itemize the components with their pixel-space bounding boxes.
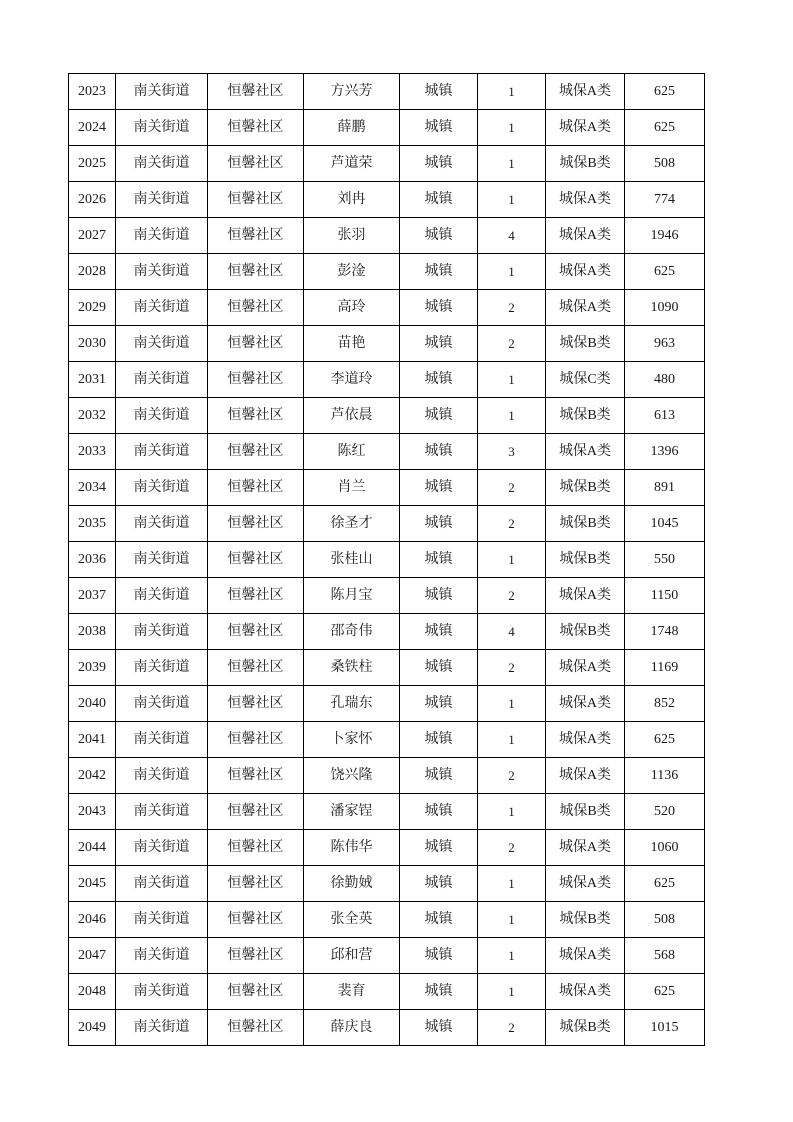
household-count-cell: 1: [478, 794, 546, 830]
record-number-cell: 2032: [69, 398, 116, 434]
table-row: [69, 722, 705, 758]
record-number-cell: 2023: [69, 74, 116, 110]
household-count-cell: 2: [478, 1010, 546, 1046]
community-cell: 恒馨社区: [208, 866, 304, 902]
person-name-cell: 薛庆良: [304, 1010, 400, 1046]
insurance-category-cell: 城保B类: [546, 470, 625, 506]
record-number-cell: 2028: [69, 254, 116, 290]
record-number-cell: 2035: [69, 506, 116, 542]
amount-cell: 625: [625, 866, 705, 902]
area-type-cell: 城镇: [400, 254, 478, 290]
amount-cell: 1150: [625, 578, 705, 614]
area-type-cell: 城镇: [400, 542, 478, 578]
insurance-category-cell: 城保A类: [546, 254, 625, 290]
person-name-cell: 邱和营: [304, 938, 400, 974]
household-count-cell: 1: [478, 362, 546, 398]
person-name-cell: 李道玲: [304, 362, 400, 398]
person-name-cell: 肖兰: [304, 470, 400, 506]
table-row: [69, 578, 705, 614]
street-cell: 南关街道: [116, 218, 208, 254]
area-type-cell: 城镇: [400, 146, 478, 182]
insurance-category-cell: 城保C类: [546, 362, 625, 398]
amount-cell: 1015: [625, 1010, 705, 1046]
street-cell: 南关街道: [116, 722, 208, 758]
table-row: [69, 686, 705, 722]
household-count-cell: 2: [478, 470, 546, 506]
area-type-cell: 城镇: [400, 722, 478, 758]
person-name-cell: 芦道荣: [304, 146, 400, 182]
insurance-category-cell: 城保B类: [546, 146, 625, 182]
amount-cell: 625: [625, 254, 705, 290]
record-number-cell: 2047: [69, 938, 116, 974]
insurance-category-cell: 城保A类: [546, 650, 625, 686]
person-name-cell: 饶兴隆: [304, 758, 400, 794]
area-type-cell: 城镇: [400, 686, 478, 722]
community-cell: 恒馨社区: [208, 470, 304, 506]
amount-cell: 508: [625, 146, 705, 182]
area-type-cell: 城镇: [400, 470, 478, 506]
insurance-category-cell: 城保A类: [546, 974, 625, 1010]
table-row: [69, 434, 705, 470]
amount-cell: 852: [625, 686, 705, 722]
person-name-cell: 高玲: [304, 290, 400, 326]
person-name-cell: 方兴芳: [304, 74, 400, 110]
table-row: [69, 758, 705, 794]
record-number-cell: 2045: [69, 866, 116, 902]
street-cell: 南关街道: [116, 542, 208, 578]
household-count-cell: 1: [478, 398, 546, 434]
community-cell: 恒馨社区: [208, 326, 304, 362]
community-cell: 恒馨社区: [208, 362, 304, 398]
area-type-cell: 城镇: [400, 974, 478, 1010]
community-cell: 恒馨社区: [208, 614, 304, 650]
area-type-cell: 城镇: [400, 398, 478, 434]
street-cell: 南关街道: [116, 830, 208, 866]
amount-cell: 1045: [625, 506, 705, 542]
amount-cell: 963: [625, 326, 705, 362]
table-row: [69, 110, 705, 146]
area-type-cell: 城镇: [400, 866, 478, 902]
street-cell: 南关街道: [116, 254, 208, 290]
area-type-cell: 城镇: [400, 506, 478, 542]
table-row: [69, 542, 705, 578]
record-number-cell: 2042: [69, 758, 116, 794]
area-type-cell: 城镇: [400, 650, 478, 686]
community-cell: 恒馨社区: [208, 542, 304, 578]
person-name-cell: 徐圣才: [304, 506, 400, 542]
roster-table-body: [69, 74, 705, 1046]
insurance-category-cell: 城保B类: [546, 542, 625, 578]
household-count-cell: 1: [478, 254, 546, 290]
street-cell: 南关街道: [116, 290, 208, 326]
insurance-category-cell: 城保B类: [546, 1010, 625, 1046]
record-number-cell: 2039: [69, 650, 116, 686]
area-type-cell: 城镇: [400, 614, 478, 650]
household-count-cell: 1: [478, 686, 546, 722]
street-cell: 南关街道: [116, 758, 208, 794]
record-number-cell: 2026: [69, 182, 116, 218]
record-number-cell: 2029: [69, 290, 116, 326]
household-count-cell: 1: [478, 146, 546, 182]
household-count-cell: 1: [478, 182, 546, 218]
street-cell: 南关街道: [116, 110, 208, 146]
record-number-cell: 2046: [69, 902, 116, 938]
insurance-category-cell: 城保A类: [546, 722, 625, 758]
amount-cell: 1090: [625, 290, 705, 326]
insurance-category-cell: 城保A类: [546, 110, 625, 146]
area-type-cell: 城镇: [400, 362, 478, 398]
person-name-cell: 邵奇伟: [304, 614, 400, 650]
area-type-cell: 城镇: [400, 938, 478, 974]
table-row: [69, 974, 705, 1010]
household-count-cell: 2: [478, 326, 546, 362]
household-count-cell: 3: [478, 434, 546, 470]
household-count-cell: 1: [478, 722, 546, 758]
area-type-cell: 城镇: [400, 1010, 478, 1046]
table-row: [69, 614, 705, 650]
street-cell: 南关街道: [116, 470, 208, 506]
street-cell: 南关街道: [116, 434, 208, 470]
record-number-cell: 2025: [69, 146, 116, 182]
community-cell: 恒馨社区: [208, 398, 304, 434]
household-count-cell: 2: [478, 290, 546, 326]
community-cell: 恒馨社区: [208, 758, 304, 794]
amount-cell: 1169: [625, 650, 705, 686]
street-cell: 南关街道: [116, 1010, 208, 1046]
community-cell: 恒馨社区: [208, 434, 304, 470]
person-name-cell: 潘家锃: [304, 794, 400, 830]
street-cell: 南关街道: [116, 686, 208, 722]
community-cell: 恒馨社区: [208, 830, 304, 866]
table-row: [69, 830, 705, 866]
record-number-cell: 2040: [69, 686, 116, 722]
household-count-cell: 1: [478, 110, 546, 146]
person-name-cell: 彭淦: [304, 254, 400, 290]
person-name-cell: 徐勤娀: [304, 866, 400, 902]
household-count-cell: 4: [478, 218, 546, 254]
record-number-cell: 2041: [69, 722, 116, 758]
household-count-cell: 1: [478, 974, 546, 1010]
record-number-cell: 2034: [69, 470, 116, 506]
street-cell: 南关街道: [116, 578, 208, 614]
community-cell: 恒馨社区: [208, 146, 304, 182]
area-type-cell: 城镇: [400, 218, 478, 254]
amount-cell: 480: [625, 362, 705, 398]
table-row: [69, 794, 705, 830]
household-count-cell: 4: [478, 614, 546, 650]
amount-cell: 550: [625, 542, 705, 578]
area-type-cell: 城镇: [400, 830, 478, 866]
community-cell: 恒馨社区: [208, 290, 304, 326]
amount-cell: 1946: [625, 218, 705, 254]
person-name-cell: 陈月宝: [304, 578, 400, 614]
record-number-cell: 2043: [69, 794, 116, 830]
insurance-category-cell: 城保A类: [546, 758, 625, 794]
person-name-cell: 刘冉: [304, 182, 400, 218]
area-type-cell: 城镇: [400, 758, 478, 794]
table-row: [69, 470, 705, 506]
amount-cell: 625: [625, 722, 705, 758]
street-cell: 南关街道: [116, 902, 208, 938]
community-cell: 恒馨社区: [208, 650, 304, 686]
insurance-category-cell: 城保A类: [546, 218, 625, 254]
insurance-category-cell: 城保A类: [546, 434, 625, 470]
person-name-cell: 苗艳: [304, 326, 400, 362]
insurance-category-cell: 城保A类: [546, 866, 625, 902]
insurance-category-cell: 城保A类: [546, 74, 625, 110]
table-row: [69, 866, 705, 902]
household-count-cell: 2: [478, 758, 546, 794]
person-name-cell: 芦依晨: [304, 398, 400, 434]
record-number-cell: 2038: [69, 614, 116, 650]
household-count-cell: 2: [478, 578, 546, 614]
insurance-category-cell: 城保A类: [546, 578, 625, 614]
person-name-cell: 陈红: [304, 434, 400, 470]
area-type-cell: 城镇: [400, 902, 478, 938]
table-row: [69, 362, 705, 398]
community-cell: 恒馨社区: [208, 722, 304, 758]
roster-table: [68, 73, 705, 1046]
street-cell: 南关街道: [116, 506, 208, 542]
person-name-cell: 张羽: [304, 218, 400, 254]
community-cell: 恒馨社区: [208, 74, 304, 110]
person-name-cell: 桑铁柱: [304, 650, 400, 686]
community-cell: 恒馨社区: [208, 254, 304, 290]
record-number-cell: 2031: [69, 362, 116, 398]
table-row: [69, 182, 705, 218]
person-name-cell: 陈伟华: [304, 830, 400, 866]
community-cell: 恒馨社区: [208, 794, 304, 830]
table-row: [69, 506, 705, 542]
amount-cell: 625: [625, 110, 705, 146]
community-cell: 恒馨社区: [208, 974, 304, 1010]
street-cell: 南关街道: [116, 866, 208, 902]
record-number-cell: 2048: [69, 974, 116, 1010]
insurance-category-cell: 城保B类: [546, 902, 625, 938]
record-number-cell: 2037: [69, 578, 116, 614]
table-row: [69, 938, 705, 974]
table-row: [69, 1010, 705, 1046]
community-cell: 恒馨社区: [208, 506, 304, 542]
street-cell: 南关街道: [116, 650, 208, 686]
amount-cell: 613: [625, 398, 705, 434]
table-row: [69, 74, 705, 110]
household-count-cell: 1: [478, 866, 546, 902]
street-cell: 南关街道: [116, 146, 208, 182]
household-count-cell: 1: [478, 74, 546, 110]
amount-cell: 568: [625, 938, 705, 974]
person-name-cell: 孔瑞东: [304, 686, 400, 722]
street-cell: 南关街道: [116, 362, 208, 398]
street-cell: 南关街道: [116, 794, 208, 830]
insurance-category-cell: 城保A类: [546, 830, 625, 866]
household-count-cell: 2: [478, 506, 546, 542]
person-name-cell: 薛鹏: [304, 110, 400, 146]
community-cell: 恒馨社区: [208, 686, 304, 722]
household-count-cell: 2: [478, 650, 546, 686]
insurance-category-cell: 城保B类: [546, 398, 625, 434]
amount-cell: 1136: [625, 758, 705, 794]
amount-cell: 508: [625, 902, 705, 938]
amount-cell: 774: [625, 182, 705, 218]
insurance-category-cell: 城保A类: [546, 938, 625, 974]
amount-cell: 625: [625, 974, 705, 1010]
area-type-cell: 城镇: [400, 290, 478, 326]
amount-cell: 1396: [625, 434, 705, 470]
insurance-category-cell: 城保B类: [546, 794, 625, 830]
amount-cell: 520: [625, 794, 705, 830]
street-cell: 南关街道: [116, 974, 208, 1010]
amount-cell: 1060: [625, 830, 705, 866]
household-count-cell: 1: [478, 542, 546, 578]
area-type-cell: 城镇: [400, 434, 478, 470]
record-number-cell: 2033: [69, 434, 116, 470]
amount-cell: 1748: [625, 614, 705, 650]
record-number-cell: 2036: [69, 542, 116, 578]
insurance-category-cell: 城保B类: [546, 326, 625, 362]
table-row: [69, 326, 705, 362]
table-row: [69, 290, 705, 326]
person-name-cell: 裴育: [304, 974, 400, 1010]
household-count-cell: 1: [478, 938, 546, 974]
person-name-cell: 张全英: [304, 902, 400, 938]
community-cell: 恒馨社区: [208, 110, 304, 146]
household-count-cell: 2: [478, 830, 546, 866]
street-cell: 南关街道: [116, 614, 208, 650]
record-number-cell: 2027: [69, 218, 116, 254]
community-cell: 恒馨社区: [208, 938, 304, 974]
table-row: [69, 146, 705, 182]
table-row: [69, 902, 705, 938]
street-cell: 南关街道: [116, 74, 208, 110]
community-cell: 恒馨社区: [208, 902, 304, 938]
table-row: [69, 254, 705, 290]
table-row: [69, 398, 705, 434]
insurance-category-cell: 城保A类: [546, 290, 625, 326]
street-cell: 南关街道: [116, 398, 208, 434]
table-row: [69, 650, 705, 686]
street-cell: 南关街道: [116, 938, 208, 974]
area-type-cell: 城镇: [400, 110, 478, 146]
record-number-cell: 2030: [69, 326, 116, 362]
community-cell: 恒馨社区: [208, 1010, 304, 1046]
area-type-cell: 城镇: [400, 326, 478, 362]
street-cell: 南关街道: [116, 326, 208, 362]
amount-cell: 891: [625, 470, 705, 506]
amount-cell: 625: [625, 74, 705, 110]
person-name-cell: 张桂山: [304, 542, 400, 578]
community-cell: 恒馨社区: [208, 182, 304, 218]
insurance-category-cell: 城保B类: [546, 614, 625, 650]
insurance-category-cell: 城保A类: [546, 686, 625, 722]
community-cell: 恒馨社区: [208, 578, 304, 614]
street-cell: 南关街道: [116, 182, 208, 218]
record-number-cell: 2024: [69, 110, 116, 146]
insurance-category-cell: 城保A类: [546, 182, 625, 218]
record-number-cell: 2049: [69, 1010, 116, 1046]
insurance-category-cell: 城保B类: [546, 506, 625, 542]
record-number-cell: 2044: [69, 830, 116, 866]
table-row: [69, 218, 705, 254]
area-type-cell: 城镇: [400, 578, 478, 614]
household-count-cell: 1: [478, 902, 546, 938]
area-type-cell: 城镇: [400, 182, 478, 218]
area-type-cell: 城镇: [400, 74, 478, 110]
person-name-cell: 卜家怀: [304, 722, 400, 758]
community-cell: 恒馨社区: [208, 218, 304, 254]
area-type-cell: 城镇: [400, 794, 478, 830]
